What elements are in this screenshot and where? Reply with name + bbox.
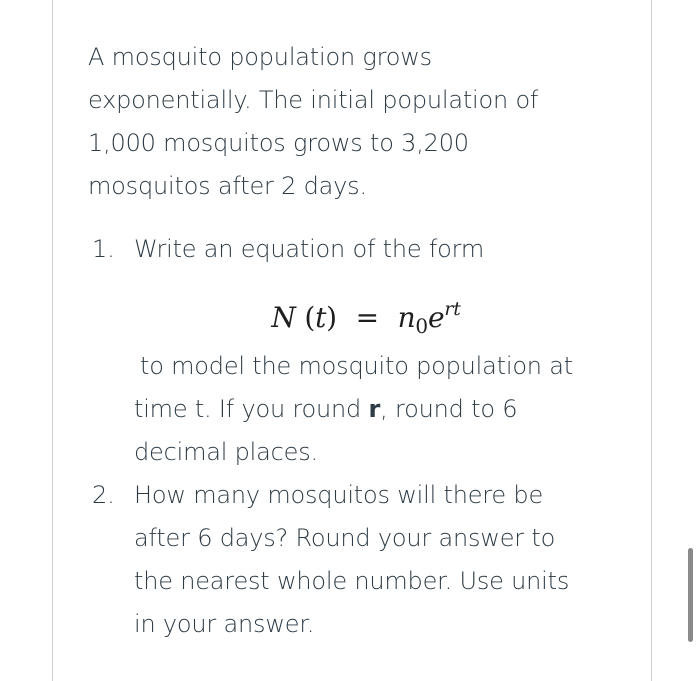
item-continuation xyxy=(134,345,628,474)
item-text-line: to model the mosquito population at xyxy=(140,352,573,380)
item-lead-text: Write an equation of the form xyxy=(134,235,484,263)
formula-subscript: 0 xyxy=(415,314,428,338)
item-text-line: in your answer. xyxy=(134,610,315,638)
bold-variable-r: r xyxy=(368,395,381,423)
item-text-line: How many mosquitos will there be xyxy=(134,481,544,509)
content-right-border xyxy=(651,0,652,681)
formula-e: e xyxy=(427,301,445,334)
equation-formula xyxy=(134,283,628,338)
intro-line: A mosquito population grows xyxy=(88,43,432,71)
list-item-1 xyxy=(88,228,628,474)
question-content xyxy=(88,36,628,646)
formula-paren: ( xyxy=(304,301,316,334)
formula-rhs-base: n xyxy=(397,301,416,334)
intro-line: exponentially. The initial population of xyxy=(88,86,539,114)
item-text-line xyxy=(134,388,628,431)
formula-exponent: rt xyxy=(444,298,461,320)
item-text-line: after 6 days? Round your answer to xyxy=(134,524,556,552)
formula-var: t xyxy=(315,301,327,334)
intro-paragraph xyxy=(88,36,628,208)
item-text-segment: time t. If you round xyxy=(134,395,369,423)
formula-equals: = xyxy=(355,301,379,334)
content-left-border xyxy=(52,0,53,681)
problem-intro xyxy=(88,36,628,208)
scrollbar-thumb[interactable] xyxy=(688,548,693,642)
intro-line: 1,000 mosquitos grows to 3,200 xyxy=(88,129,469,157)
question-list xyxy=(88,228,628,646)
intro-line: mosquitos after 2 days. xyxy=(88,172,367,200)
item-text-line: the nearest whole number. Use units xyxy=(134,567,570,595)
formula-paren: ) xyxy=(326,301,337,334)
item-number: 1. xyxy=(92,235,115,263)
item-number: 2. xyxy=(92,481,115,509)
item-text-line: decimal places. xyxy=(134,438,318,466)
list-item-2 xyxy=(88,474,628,646)
formula-lhs: N xyxy=(271,301,296,334)
item-text-segment: , round to 6 xyxy=(380,395,518,423)
